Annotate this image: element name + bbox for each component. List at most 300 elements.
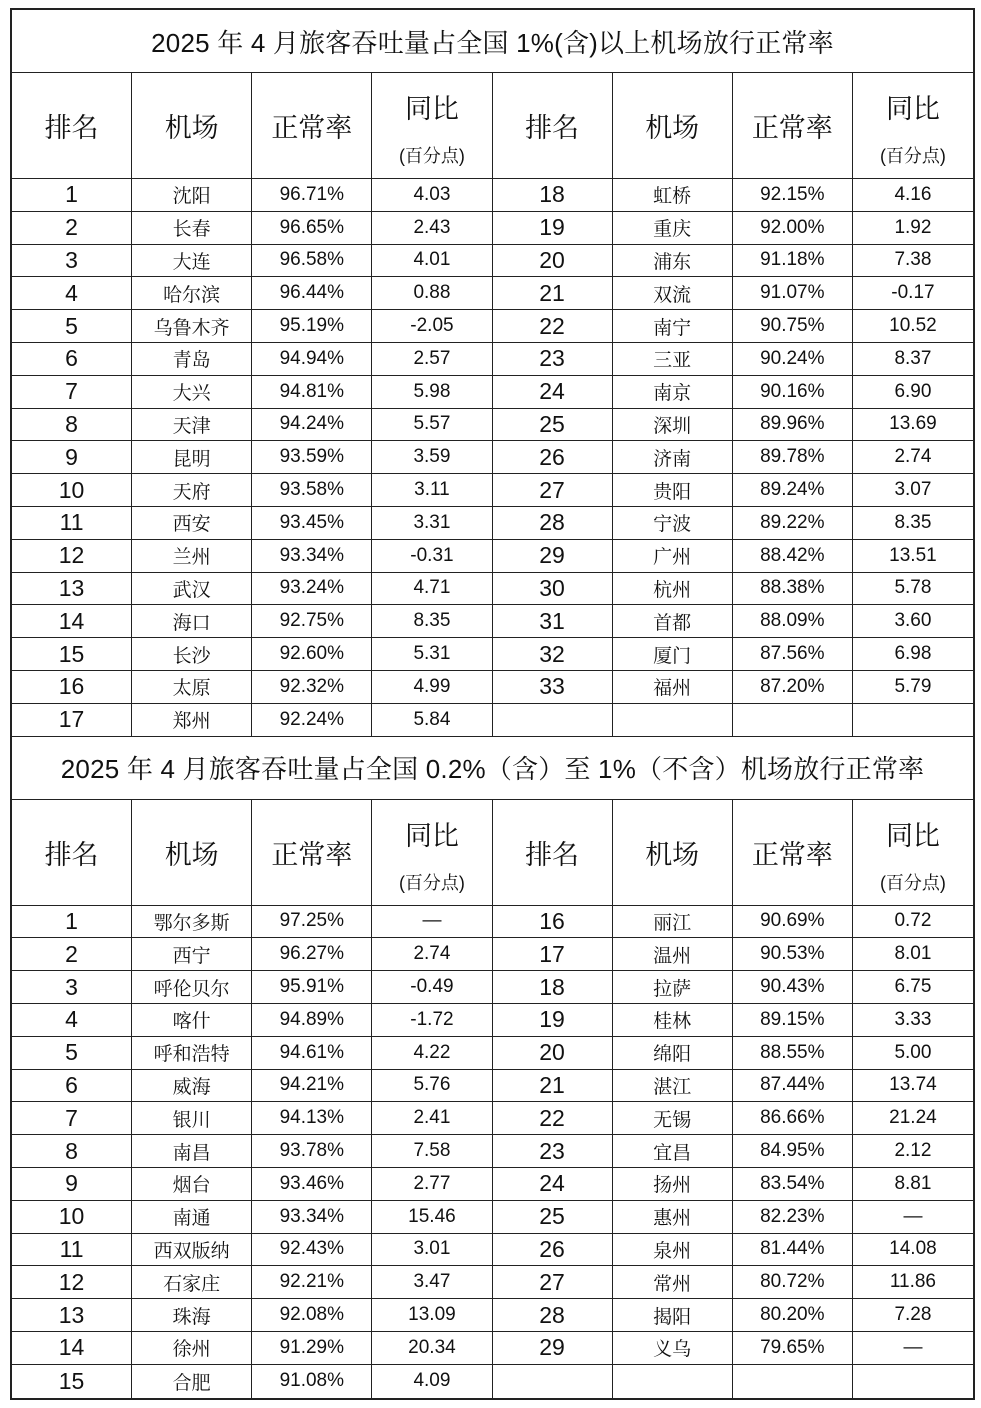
airport-cell: 西宁 bbox=[132, 938, 252, 970]
empty-cell bbox=[493, 1365, 613, 1398]
airport-cell: 南宁 bbox=[613, 310, 733, 342]
rate-cell: 89.78% bbox=[733, 441, 853, 473]
yoy-cell: -2.05 bbox=[372, 310, 492, 342]
rank-cell: 28 bbox=[493, 1299, 613, 1331]
airport-cell: 虹桥 bbox=[613, 179, 733, 211]
rank-cell: 2 bbox=[12, 212, 132, 244]
header-rate: 正常率 bbox=[733, 73, 853, 178]
yoy-cell: 11.86 bbox=[889, 1271, 936, 1293]
airport-cell: 杭州 bbox=[613, 573, 733, 605]
yoy-cell: 2.12 bbox=[894, 1140, 932, 1162]
header-airport: 机场 bbox=[613, 73, 733, 178]
airport-cell: 宁波 bbox=[613, 507, 733, 539]
airport-cell: 南通 bbox=[132, 1201, 252, 1233]
header-yoy-unit: (百分点) bbox=[879, 872, 946, 893]
yoy-cell: 3.59 bbox=[372, 441, 492, 473]
airport-cell: 沈阳 bbox=[132, 179, 252, 211]
yoy-cell: 2.74 bbox=[894, 446, 932, 468]
table-body bbox=[12, 906, 973, 1398]
table-row bbox=[12, 906, 973, 939]
table-row bbox=[12, 1201, 973, 1234]
yoy-cell: 3.11 bbox=[372, 474, 492, 506]
airport-cell: 大兴 bbox=[132, 376, 252, 408]
rank-cell: 16 bbox=[12, 671, 132, 703]
airport-cell: 丽江 bbox=[613, 906, 733, 938]
yoy-cell: 8.35 bbox=[372, 605, 492, 637]
airport-cell: 桂林 bbox=[613, 1004, 733, 1036]
header-yoy-unit: (百分点) bbox=[398, 872, 465, 893]
section-title: 2025 年 4 月旅客吞吐量占全国 1%(含)以上机场放行正常率 bbox=[12, 10, 973, 73]
header-rate: 正常率 bbox=[252, 73, 372, 178]
rank-cell: 10 bbox=[12, 474, 132, 506]
airport-cell: 浦东 bbox=[613, 245, 733, 277]
airport-cell: 南京 bbox=[613, 376, 733, 408]
table-row bbox=[12, 1299, 973, 1332]
table-row bbox=[12, 245, 973, 278]
header-yoy bbox=[372, 800, 492, 905]
rate-cell: 94.61% bbox=[252, 1037, 372, 1069]
rank-cell: 25 bbox=[493, 409, 613, 441]
rate-cell: 93.46% bbox=[252, 1168, 372, 1200]
yoy-cell: 2.41 bbox=[372, 1102, 492, 1134]
rate-cell: 92.21% bbox=[252, 1266, 372, 1298]
rate-cell: 91.29% bbox=[252, 1332, 372, 1364]
airport-cell: 海口 bbox=[132, 605, 252, 637]
yoy-cell: 13.09 bbox=[372, 1299, 492, 1331]
airport-cell: 银川 bbox=[132, 1102, 252, 1134]
rate-cell: 93.58% bbox=[252, 474, 372, 506]
header-yoy-label: 同比 bbox=[404, 820, 459, 851]
yoy-cell: 14.08 bbox=[889, 1238, 937, 1260]
table-row bbox=[12, 310, 973, 343]
header-row bbox=[12, 800, 973, 906]
header-airport: 机场 bbox=[613, 800, 733, 905]
yoy-cell: 2.77 bbox=[372, 1168, 492, 1200]
rank-cell: 31 bbox=[493, 605, 613, 637]
airport-cell: 合肥 bbox=[132, 1365, 252, 1398]
airport-cell: 重庆 bbox=[613, 212, 733, 244]
table-row bbox=[12, 376, 973, 409]
rank-cell: 27 bbox=[493, 1266, 613, 1298]
yoy-cell: 5.84 bbox=[372, 704, 492, 736]
airport-cell: 徐州 bbox=[132, 1332, 252, 1364]
header-rank: 排名 bbox=[12, 73, 132, 178]
rank-cell: 11 bbox=[12, 507, 132, 539]
yoy-cell: 8.81 bbox=[894, 1172, 932, 1194]
yoy-cell: — bbox=[903, 1205, 923, 1227]
rank-cell: 21 bbox=[493, 1070, 613, 1102]
rate-cell: 95.91% bbox=[252, 971, 372, 1003]
rate-cell: 91.18% bbox=[733, 245, 853, 277]
yoy-cell: 4.09 bbox=[372, 1365, 492, 1398]
yoy-cell: -0.31 bbox=[372, 540, 492, 572]
airport-cell: 烟台 bbox=[132, 1168, 252, 1200]
yoy-cell: 7.58 bbox=[372, 1135, 492, 1167]
rank-cell: 13 bbox=[12, 1299, 132, 1331]
yoy-cell: 4.22 bbox=[372, 1037, 492, 1069]
rank-cell: 16 bbox=[493, 906, 613, 938]
airport-cell: 南昌 bbox=[132, 1135, 252, 1167]
empty-cell bbox=[613, 704, 733, 736]
header-yoy-label: 同比 bbox=[885, 820, 940, 851]
rate-cell: 94.13% bbox=[252, 1102, 372, 1134]
table-row bbox=[12, 1102, 973, 1135]
rate-cell: 90.16% bbox=[733, 376, 853, 408]
rank-cell: 26 bbox=[493, 1234, 613, 1266]
table-row bbox=[12, 938, 973, 971]
table-row bbox=[12, 1037, 973, 1070]
header-yoy-unit: (百分点) bbox=[879, 146, 946, 166]
table-row bbox=[12, 179, 973, 212]
rank-cell: 1 bbox=[12, 906, 132, 938]
rate-cell: 94.89% bbox=[252, 1004, 372, 1036]
section-title: 2025 年 4 月旅客吞吐量占全国 0.2%（含）至 1%（不含）机场放行正常率 bbox=[12, 737, 973, 800]
empty-cell bbox=[493, 704, 613, 736]
airport-cell: 无锡 bbox=[613, 1102, 733, 1134]
rank-cell: 3 bbox=[12, 971, 132, 1003]
header-yoy bbox=[372, 73, 492, 178]
table-row bbox=[12, 704, 973, 737]
rank-cell: 17 bbox=[12, 704, 132, 736]
rate-cell: 90.75% bbox=[733, 310, 853, 342]
rate-cell: 87.20% bbox=[733, 671, 853, 703]
yoy-cell: 3.33 bbox=[894, 1008, 932, 1030]
airport-cell: 太原 bbox=[132, 671, 252, 703]
rate-cell: 93.59% bbox=[252, 441, 372, 473]
rate-cell: 92.15% bbox=[733, 179, 853, 211]
rate-cell: 88.38% bbox=[733, 573, 853, 605]
table-row bbox=[12, 507, 973, 540]
empty-cell bbox=[853, 1365, 973, 1398]
yoy-cell: — bbox=[372, 906, 492, 938]
airport-cell: 天府 bbox=[132, 474, 252, 506]
yoy-cell: 0.88 bbox=[372, 277, 492, 309]
airport-cell: 哈尔滨 bbox=[132, 277, 252, 309]
rank-cell: 24 bbox=[493, 376, 613, 408]
rate-cell: 91.08% bbox=[252, 1365, 372, 1398]
rate-cell: 91.07% bbox=[733, 277, 853, 309]
table-row bbox=[12, 671, 973, 704]
airport-cell: 昆明 bbox=[132, 441, 252, 473]
header-yoy bbox=[853, 800, 973, 905]
rank-cell: 28 bbox=[493, 507, 613, 539]
header-yoy-label: 同比 bbox=[404, 94, 459, 124]
rank-cell: 22 bbox=[493, 1102, 613, 1134]
rank-cell: 23 bbox=[493, 1135, 613, 1167]
rate-cell: 93.45% bbox=[252, 507, 372, 539]
rate-cell: 92.60% bbox=[252, 638, 372, 670]
punctuality-table-document bbox=[10, 8, 975, 1400]
airport-cell: 福州 bbox=[613, 671, 733, 703]
rate-cell: 92.43% bbox=[252, 1234, 372, 1266]
airport-cell: 兰州 bbox=[132, 540, 252, 572]
rate-cell: 87.56% bbox=[733, 638, 853, 670]
rate-cell: 83.54% bbox=[733, 1168, 853, 1200]
yoy-cell: 2.74 bbox=[372, 938, 492, 970]
rank-cell: 29 bbox=[493, 540, 613, 572]
airport-cell: 鄂尔多斯 bbox=[132, 906, 252, 938]
header-rate: 正常率 bbox=[252, 800, 372, 905]
table-row bbox=[12, 1135, 973, 1168]
rate-cell: 89.15% bbox=[733, 1004, 853, 1036]
airport-cell: 武汉 bbox=[132, 573, 252, 605]
airport-cell: 泉州 bbox=[613, 1234, 733, 1266]
airport-cell: 扬州 bbox=[613, 1168, 733, 1200]
header-rank: 排名 bbox=[493, 73, 613, 178]
yoy-cell: 2.43 bbox=[372, 212, 492, 244]
rate-cell: 92.24% bbox=[252, 704, 372, 736]
airport-cell: 珠海 bbox=[132, 1299, 252, 1331]
airport-cell: 贵阳 bbox=[613, 474, 733, 506]
table-row bbox=[12, 1168, 973, 1201]
airport-cell: 绵阳 bbox=[613, 1037, 733, 1069]
table-row bbox=[12, 573, 973, 606]
table-row bbox=[12, 277, 973, 310]
yoy-cell: 1.92 bbox=[894, 216, 932, 238]
rank-cell: 10 bbox=[12, 1201, 132, 1233]
rank-cell: 21 bbox=[493, 277, 613, 309]
yoy-cell: 5.76 bbox=[372, 1070, 492, 1102]
rate-cell: 88.55% bbox=[733, 1037, 853, 1069]
yoy-cell: 5.78 bbox=[894, 577, 932, 599]
section-major-airports bbox=[12, 10, 973, 737]
rank-cell: 30 bbox=[493, 573, 613, 605]
rank-cell: 8 bbox=[12, 409, 132, 441]
airport-cell: 义乌 bbox=[613, 1332, 733, 1364]
rate-cell: 93.34% bbox=[252, 1201, 372, 1233]
rank-cell: 20 bbox=[493, 245, 613, 277]
rate-cell: 96.71% bbox=[252, 179, 372, 211]
rank-cell: 2 bbox=[12, 938, 132, 970]
airport-cell: 济南 bbox=[613, 441, 733, 473]
table-row bbox=[12, 212, 973, 245]
rate-cell: 96.65% bbox=[252, 212, 372, 244]
rank-cell: 27 bbox=[493, 474, 613, 506]
table-row bbox=[12, 474, 973, 507]
table-row bbox=[12, 1234, 973, 1267]
airport-cell: 深圳 bbox=[613, 409, 733, 441]
yoy-cell: -1.72 bbox=[372, 1004, 492, 1036]
rate-cell: 86.66% bbox=[733, 1102, 853, 1134]
rate-cell: 92.32% bbox=[252, 671, 372, 703]
airport-cell: 大连 bbox=[132, 245, 252, 277]
yoy-cell: 6.75 bbox=[894, 976, 932, 998]
rank-cell: 20 bbox=[493, 1037, 613, 1069]
airport-cell: 温州 bbox=[613, 938, 733, 970]
header-rank: 排名 bbox=[12, 800, 132, 905]
header-airport: 机场 bbox=[132, 800, 252, 905]
rank-cell: 32 bbox=[493, 638, 613, 670]
yoy-cell: 21.24 bbox=[889, 1107, 937, 1129]
table-row bbox=[12, 1332, 973, 1365]
empty-cell bbox=[733, 1365, 853, 1398]
yoy-cell: 4.16 bbox=[894, 183, 932, 205]
rate-cell: 84.95% bbox=[733, 1135, 853, 1167]
header-rank: 排名 bbox=[493, 800, 613, 905]
yoy-cell: 5.31 bbox=[372, 638, 492, 670]
airport-cell: 天津 bbox=[132, 409, 252, 441]
table-row bbox=[12, 409, 973, 442]
table-row bbox=[12, 1365, 973, 1398]
rank-cell: 23 bbox=[493, 343, 613, 375]
rank-cell: 15 bbox=[12, 638, 132, 670]
rank-cell: 13 bbox=[12, 573, 132, 605]
airport-cell: 三亚 bbox=[613, 343, 733, 375]
rank-cell: 17 bbox=[493, 938, 613, 970]
airport-cell: 青岛 bbox=[132, 343, 252, 375]
rank-cell: 26 bbox=[493, 441, 613, 473]
rate-cell: 90.24% bbox=[733, 343, 853, 375]
rate-cell: 93.34% bbox=[252, 540, 372, 572]
airport-cell: 广州 bbox=[613, 540, 733, 572]
rate-cell: 81.44% bbox=[733, 1234, 853, 1266]
yoy-cell: 3.31 bbox=[372, 507, 492, 539]
rate-cell: 87.44% bbox=[733, 1070, 853, 1102]
yoy-cell: 3.47 bbox=[372, 1266, 492, 1298]
airport-cell: 湛江 bbox=[613, 1070, 733, 1102]
airport-cell: 惠州 bbox=[613, 1201, 733, 1233]
rank-cell: 5 bbox=[12, 1037, 132, 1069]
rate-cell: 92.00% bbox=[733, 212, 853, 244]
header-rate: 正常率 bbox=[733, 800, 853, 905]
yoy-cell: 13.74 bbox=[889, 1074, 937, 1096]
table-row bbox=[12, 441, 973, 474]
rate-cell: 95.19% bbox=[252, 310, 372, 342]
rate-cell: 88.09% bbox=[733, 605, 853, 637]
rank-cell: 9 bbox=[12, 1168, 132, 1200]
rate-cell: 90.53% bbox=[733, 938, 853, 970]
airport-cell: 长春 bbox=[132, 212, 252, 244]
yoy-cell: 7.28 bbox=[894, 1304, 932, 1325]
yoy-cell: 3.07 bbox=[894, 479, 932, 501]
yoy-cell: 2.57 bbox=[372, 343, 492, 375]
rate-cell: 88.42% bbox=[733, 540, 853, 572]
airport-cell: 西安 bbox=[132, 507, 252, 539]
yoy-cell: — bbox=[903, 1336, 923, 1358]
yoy-cell: 3.01 bbox=[372, 1234, 492, 1266]
rank-cell: 8 bbox=[12, 1135, 132, 1167]
yoy-cell: 13.69 bbox=[889, 413, 937, 435]
rate-cell: 93.78% bbox=[252, 1135, 372, 1167]
table-row bbox=[12, 971, 973, 1004]
rate-cell: 94.24% bbox=[252, 409, 372, 441]
table-row bbox=[12, 1266, 973, 1299]
yoy-cell: 5.00 bbox=[894, 1041, 932, 1063]
table-row bbox=[12, 605, 973, 638]
rate-cell: 97.25% bbox=[252, 906, 372, 938]
rank-cell: 24 bbox=[493, 1168, 613, 1200]
header-yoy bbox=[853, 73, 973, 178]
table-body bbox=[12, 179, 973, 737]
rank-cell: 7 bbox=[12, 376, 132, 408]
rate-cell: 96.27% bbox=[252, 938, 372, 970]
header-yoy-label: 同比 bbox=[885, 94, 940, 124]
rank-cell: 15 bbox=[12, 1365, 132, 1398]
rank-cell: 6 bbox=[12, 1070, 132, 1102]
table-row bbox=[12, 540, 973, 573]
yoy-cell: 10.52 bbox=[889, 315, 937, 337]
yoy-cell: 5.98 bbox=[372, 376, 492, 408]
airport-cell: 双流 bbox=[613, 277, 733, 309]
header-yoy-unit: (百分点) bbox=[398, 146, 465, 166]
rank-cell: 19 bbox=[493, 212, 613, 244]
rank-cell: 33 bbox=[493, 671, 613, 703]
rank-cell: 11 bbox=[12, 1234, 132, 1266]
rate-cell: 96.44% bbox=[252, 277, 372, 309]
yoy-cell: 4.99 bbox=[372, 671, 492, 703]
airport-cell: 乌鲁木齐 bbox=[132, 310, 252, 342]
rate-cell: 94.94% bbox=[252, 343, 372, 375]
airport-cell: 威海 bbox=[132, 1070, 252, 1102]
rate-cell: 96.58% bbox=[252, 245, 372, 277]
yoy-cell: 7.38 bbox=[894, 249, 932, 271]
airport-cell: 石家庄 bbox=[132, 1266, 252, 1298]
rank-cell: 4 bbox=[12, 277, 132, 309]
airport-cell: 厦门 bbox=[613, 638, 733, 670]
yoy-cell: 6.90 bbox=[894, 380, 932, 402]
header-row bbox=[12, 73, 973, 179]
empty-cell bbox=[853, 704, 973, 736]
rank-cell: 18 bbox=[493, 179, 613, 211]
rank-cell: 3 bbox=[12, 245, 132, 277]
rank-cell: 14 bbox=[12, 605, 132, 637]
yoy-cell: 8.01 bbox=[894, 943, 932, 965]
rank-cell: 1 bbox=[12, 179, 132, 211]
empty-cell bbox=[613, 1365, 733, 1398]
airport-cell: 揭阳 bbox=[613, 1299, 733, 1331]
yoy-cell: -0.49 bbox=[372, 971, 492, 1003]
rate-cell: 80.72% bbox=[733, 1266, 853, 1298]
rate-cell: 90.69% bbox=[733, 906, 853, 938]
yoy-cell: 4.01 bbox=[372, 245, 492, 277]
yoy-cell: 8.35 bbox=[894, 511, 932, 533]
rate-cell: 92.08% bbox=[252, 1299, 372, 1331]
rate-cell: 89.24% bbox=[733, 474, 853, 506]
rank-cell: 7 bbox=[12, 1102, 132, 1134]
yoy-cell: 4.03 bbox=[372, 179, 492, 211]
airport-cell: 长沙 bbox=[132, 638, 252, 670]
airport-cell: 呼和浩特 bbox=[132, 1037, 252, 1069]
yoy-cell: 5.57 bbox=[372, 409, 492, 441]
rank-cell: 12 bbox=[12, 1266, 132, 1298]
yoy-cell: 13.51 bbox=[889, 544, 937, 566]
section-mid-airports bbox=[12, 737, 973, 1398]
rank-cell: 22 bbox=[493, 310, 613, 342]
table-row bbox=[12, 1004, 973, 1037]
airport-cell: 拉萨 bbox=[613, 971, 733, 1003]
rate-cell: 90.43% bbox=[733, 971, 853, 1003]
empty-cell bbox=[733, 704, 853, 736]
rate-cell: 93.24% bbox=[252, 573, 372, 605]
rank-cell: 4 bbox=[12, 1004, 132, 1036]
airport-cell: 郑州 bbox=[132, 704, 252, 736]
rate-cell: 94.81% bbox=[252, 376, 372, 408]
yoy-cell: 15.46 bbox=[372, 1201, 492, 1233]
yoy-cell: 3.60 bbox=[894, 610, 932, 632]
yoy-cell: -0.17 bbox=[891, 282, 935, 304]
airport-cell: 西双版纳 bbox=[132, 1234, 252, 1266]
rate-cell: 80.20% bbox=[733, 1299, 853, 1331]
header-airport: 机场 bbox=[132, 73, 252, 178]
yoy-cell: 8.37 bbox=[894, 347, 932, 369]
yoy-cell: 20.34 bbox=[372, 1332, 492, 1364]
table-row bbox=[12, 638, 973, 671]
table-row bbox=[12, 343, 973, 376]
yoy-cell: 5.79 bbox=[894, 675, 932, 697]
rate-cell: 92.75% bbox=[252, 605, 372, 637]
rank-cell: 25 bbox=[493, 1201, 613, 1233]
rank-cell: 12 bbox=[12, 540, 132, 572]
